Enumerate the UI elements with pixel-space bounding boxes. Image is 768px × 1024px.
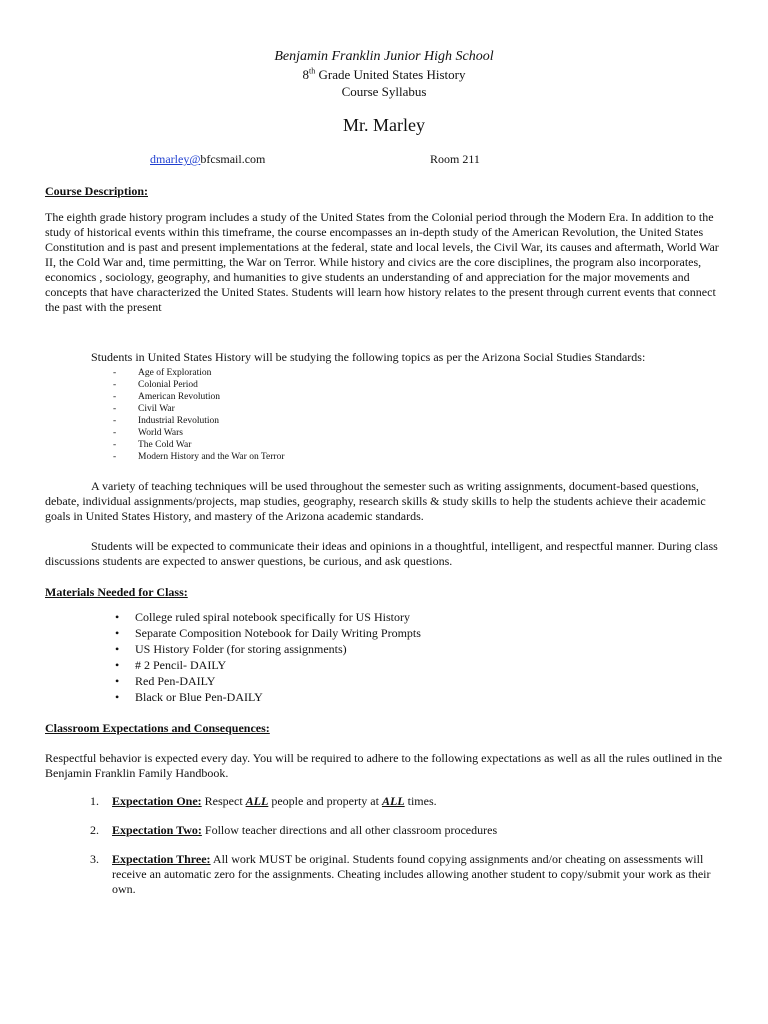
bullet-marker: • xyxy=(115,626,120,640)
dash-marker: - xyxy=(113,404,117,414)
course-description-heading-text: Course Description xyxy=(45,184,144,198)
topic-label: Industrial Revolution xyxy=(138,416,220,426)
dash-marker: - xyxy=(113,380,117,390)
course-title xyxy=(45,66,723,83)
list-item xyxy=(113,403,723,415)
dash-marker: - xyxy=(113,416,117,426)
list-item xyxy=(113,451,723,463)
grade-number: 8 xyxy=(302,67,310,82)
emphasis-all: ALL xyxy=(381,794,405,808)
material-label: Red Pen-DAILY xyxy=(135,674,216,688)
list-item xyxy=(113,379,723,391)
list-item xyxy=(113,439,723,451)
email-user[interactable]: dmarley@ xyxy=(150,152,201,166)
course-description-heading xyxy=(45,184,723,199)
list-item xyxy=(115,689,723,705)
expectation-number: 3. xyxy=(90,852,99,866)
dash-marker: - xyxy=(113,392,117,402)
expectation-label: Expectation One: xyxy=(112,794,202,808)
course-description-text: The eighth grade history program includes a study of the United States from the Colonial period through the Modern Era. In addition to the study of historical events within this timeframe, the course encompasses an in-depth study of the American Revolution, the United States Constitution and is past and present implementations at the federal, state and local levels, the Civil War, its causes and aftermath, World War II, the Cold War and, time permitting, the War on Terror. While history and civics are the core disciplines, the program also incorporates, economics , sociology, geography, and humanities to give students an understanding of and appreciation for the major movements and concepts that have characterized the United States. Students will learn how history relates to the present through current events that connect the past with the present xyxy=(45,210,719,314)
emphasis-all: ALL xyxy=(245,794,269,808)
list-item xyxy=(113,427,723,439)
material-label: Separate Composition Notebook for Daily Writing Prompts xyxy=(135,626,421,640)
list-item xyxy=(113,367,723,379)
expectation-text: All work MUST be original. Students found copying assignments and/or cheating on assessments will receive an automatic zero for the assignments. Cheating includes allowing another student to copy/submit your work as their own. xyxy=(112,852,711,896)
material-label: US History Folder (for storing assignments) xyxy=(135,642,347,656)
topic-label: The Cold War xyxy=(138,440,192,450)
list-item xyxy=(115,625,723,641)
expectation-label: Expectation Three: xyxy=(112,852,211,866)
bullet-marker: • xyxy=(115,610,120,624)
list-item xyxy=(115,641,723,657)
dash-marker: - xyxy=(113,452,117,462)
document-subtitle: Course Syllabus xyxy=(341,84,427,99)
syllabus-page xyxy=(45,48,723,911)
expectation-text-part: times. xyxy=(404,794,437,808)
grade-suffix: th xyxy=(309,66,316,76)
expectation-item-two xyxy=(90,823,723,838)
topic-label: World Wars xyxy=(138,428,183,438)
communication-paragraph: Students will be expected to communicate their ideas and opinions in a thoughtful, intelligent, and respectful manner. During class discussions students are expected to answer questions, be curious, and ask questions. xyxy=(45,539,718,568)
expectation-number: 2. xyxy=(90,823,99,837)
expectation-label: Expectation Two: xyxy=(112,823,202,837)
dash-marker: - xyxy=(113,368,117,378)
contact-line xyxy=(45,152,723,168)
materials-list xyxy=(45,609,723,705)
bullet-marker: • xyxy=(115,658,120,672)
topic-label: Civil War xyxy=(138,404,175,414)
material-label: College ruled spiral notebook specifically for US History xyxy=(135,610,410,624)
expectations-heading: Classroom Expectations and Consequences: xyxy=(45,721,270,735)
expectation-item-three xyxy=(90,852,723,897)
material-label: Black or Blue Pen-DAILY xyxy=(135,690,263,704)
dash-marker: - xyxy=(113,440,117,450)
topic-label: Modern History and the War on Terror xyxy=(138,452,285,462)
list-item xyxy=(113,415,723,427)
room-number: Room 211 xyxy=(430,152,480,166)
expectation-text-part: Respect xyxy=(201,794,246,808)
school-name: Benjamin Franklin Junior High School xyxy=(274,49,494,64)
bullet-marker: • xyxy=(115,642,120,656)
email-domain: bfcsmail.com xyxy=(200,152,266,166)
expectation-number: 1. xyxy=(90,794,99,808)
list-item xyxy=(115,609,723,625)
topic-label: Age of Exploration xyxy=(138,368,212,378)
list-item xyxy=(113,391,723,403)
dash-marker: - xyxy=(113,428,117,438)
course-name: Grade United States History xyxy=(315,67,466,82)
expectation-text: Follow teacher directions and all other classroom procedures xyxy=(201,823,498,837)
topics-list xyxy=(45,367,723,463)
teaching-techniques-paragraph: A variety of teaching techniques will be used throughout the semester such as writing assignments, document-based questions, debate, individual assignments/projects, map studies, geography, research skills & study skills to help the students achieve their academic goals in United States History, and mastery of the Arizona academic standards. xyxy=(45,479,706,523)
topics-intro: Students in United States History will be studying the following topics as per the Arizona Social Studies Standards: xyxy=(91,350,646,364)
topic-label: Colonial Period xyxy=(138,380,198,390)
list-item xyxy=(115,673,723,689)
email-link[interactable] xyxy=(150,152,265,167)
bullet-marker: • xyxy=(115,690,120,704)
expectation-text-part: people and property at xyxy=(268,794,382,808)
bullet-marker: • xyxy=(115,674,120,688)
topic-label: American Revolution xyxy=(138,392,221,402)
expectation-item-one xyxy=(90,794,723,809)
course-description-heading-colon: : xyxy=(144,184,148,198)
expectations-intro: Respectful behavior is expected every day. You will be required to adhere to the following expectations as well as all the rules outlined in the Benjamin Franklin Family Handbook. xyxy=(45,751,723,780)
material-label: # 2 Pencil- DAILY xyxy=(135,658,227,672)
expectations-list xyxy=(45,794,723,897)
list-item xyxy=(115,657,723,673)
teacher-name: Mr. Marley xyxy=(343,115,425,135)
materials-heading: Materials Needed for Class: xyxy=(45,585,188,599)
